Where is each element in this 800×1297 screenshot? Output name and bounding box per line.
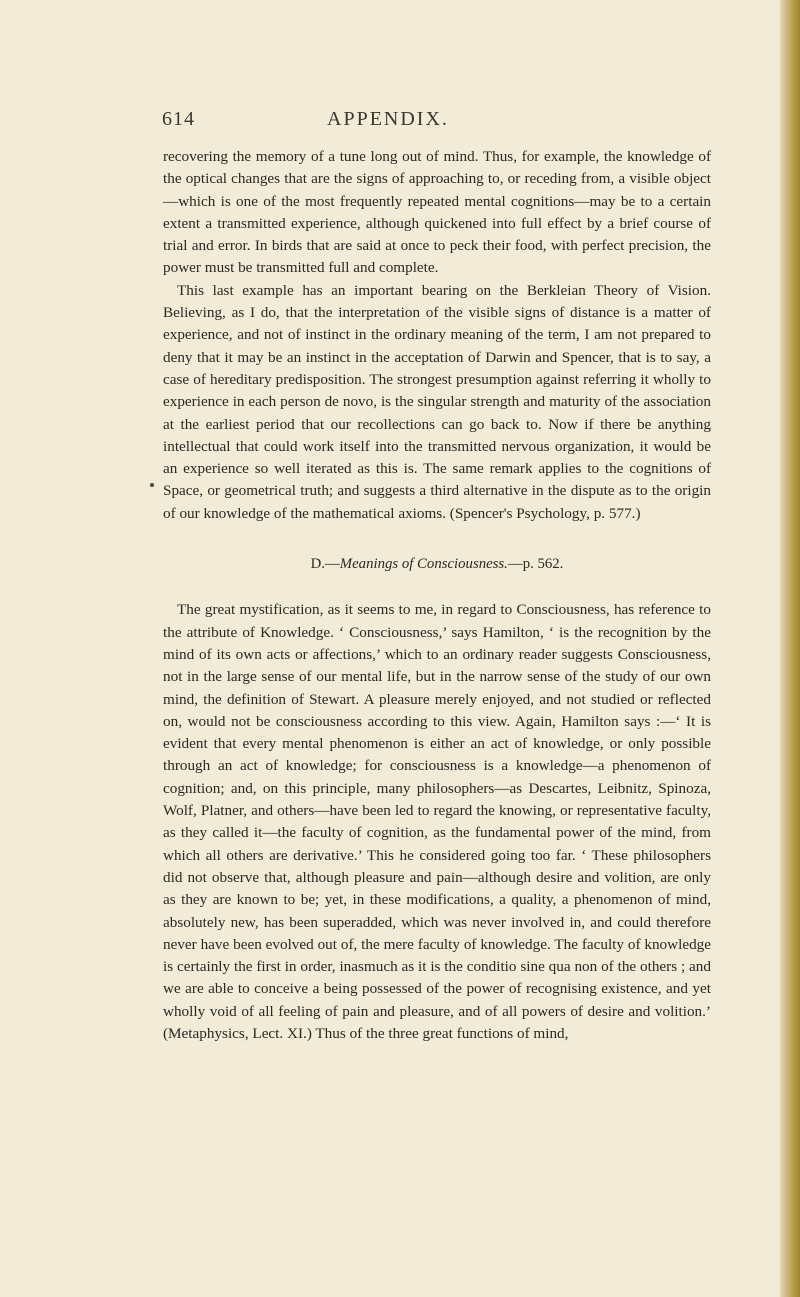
paragraph-2: This last example has an important bearing on the Berkleian Theory of Vision. Believing, as I do, that the interpretation of the visible signs of distance is a matter of experience, and not of instinct in the ordinary meaning of the term, I am not prepared to deny that it may be an instinct in the acceptation of Darwin and Spencer, that is to say, a case of hereditary predisposition. The strongest presumption against referring it wholly to experience in each person de novo, is the singular strength and maturity of the association at the earliest period that our recollections can go back to. Now if there be anything intellectual that could work itself into the transmitted nervous organization, it would be an experience so well iterated as this is. The same remark applies to the cognitions of Space, or geometrical truth; and suggests a third alternative in the dispute as to the origin of our knowledge of the mathematical axioms. (Spencer's Psychology, p. 577.) (163, 281, 711, 522)
page-body (163, 146, 711, 1045)
margin-dot (150, 483, 154, 487)
paragraph-3: The great mystification, as it seems to me, in regard to Consciousness, has reference to the attribute of Knowledge. ‘ Consciousness,’ says Hamilton, ‘ is the recognition by the mind of its own acts or affections,’ which to an ordinary reader suggests Consciousness, not in the large sense of our mental life, but in the narrow sense of the study of our own mind, the definition of Stewart. A pleasure merely enjoyed, and not studied or reflected on, would not be consciousness according to this view. Again, Hamilton says :—‘ It is evident that every mental phenomenon is either an act of knowledge, or only possible through an act of knowledge; for consciousness is a knowledge—a phenomenon of cognition; and, on this principle, many philosophers—as Descartes, Leibnitz, Spinoza, Wolf, Platner, and others—have been led to regard the knowing, or representative faculty, as they called it—the faculty of cognition, as the fundamental power of the mind, from which all others are derivative.’ This he considered going too far. ‘ These philosophers did not observe that, although pleasure and pain—although desire and volition, are only as they are known to be; yet, in these modifications, a quality, a phenomenon of mind, absolutely new, has been superadded, which was never involved in, and could therefore never have been evolved out of, the mere faculty of knowledge. The faculty of knowledge is certainly the first in order, inasmuch as it is the conditio sine qua non of the others ; and we are able to conceive a being possessed of the power of recognising existence, and yet wholly void of all feeling of pain and pleasure, and of all powers of desire and volition.’ (Metaphysics, Lect. XI.) Thus of the three great functions of mind, (163, 601, 711, 1042)
running-head: APPENDIX. (327, 108, 449, 130)
section-label: D.— (310, 556, 340, 573)
section-ref: —p. 562. (507, 556, 564, 573)
page-header (162, 108, 682, 132)
page-number: 614 (162, 108, 195, 130)
paragraph-1: recovering the memory of a tune long out of mind. Thus, for example, the knowledge of the optical changes that are the signs of approaching to, or receding from, a visible object—which is one of the most frequently repeated mental cognitions—may be to a certain extent a transmitted experience, although quickened into full effect by a brief course of trial and error. In birds that are said at once to peck their food, with perfect precision, the power must be transmitted full and complete. (163, 148, 711, 277)
page-edge (780, 0, 800, 1297)
section-title: Meanings of Consciousness. (339, 556, 508, 573)
section-heading (163, 553, 711, 575)
